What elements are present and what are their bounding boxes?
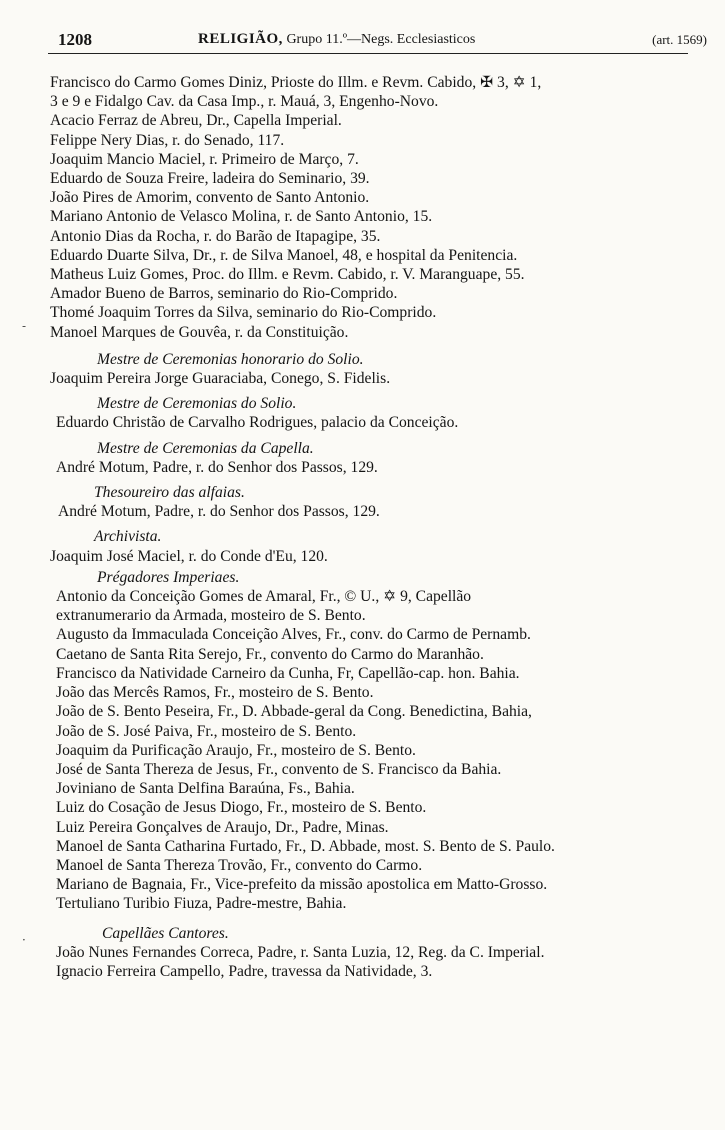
list-item: João das Mercês Ramos, Fr., mosteiro de S. Bento. bbox=[56, 684, 374, 702]
list-item: Mariano Antonio de Velasco Molina, r. de Santo Antonio, 15. bbox=[50, 208, 433, 226]
list-item: Joaquim Pereira Jorge Guaraciaba, Conego, S. Fidelis. bbox=[50, 370, 391, 388]
list-item: Eduardo Christão de Carvalho Rodrigues, palacio da Conceição. bbox=[56, 414, 459, 432]
section bbox=[50, 394, 698, 432]
section-heading: Mestre de Ceremonias do Solio. bbox=[97, 395, 297, 413]
section bbox=[50, 924, 698, 982]
list-item: Antonio Dias da Rocha, r. do Barão de Itapagipe, 35. bbox=[50, 227, 381, 245]
list-item: João de S. Bento Peseira, Fr., D. Abbade-geral da Cong. Benedictina, Bahia, bbox=[56, 703, 532, 721]
section-heading: Capellães Cantores. bbox=[102, 924, 229, 942]
running-title-rest: Grupo 11.º—Negs. Ecclesiasticos bbox=[286, 32, 476, 47]
running-title-bold: RELIGIÃO, bbox=[198, 31, 283, 47]
running-title bbox=[198, 31, 475, 48]
list-item: Eduardo Duarte Silva, Dr., r. de Silva Manoel, 48, e hospital da Penitencia. bbox=[50, 246, 518, 264]
list-item: Amador Bueno de Barros, seminario do Rio-Comprido. bbox=[50, 285, 398, 303]
list-item: Luiz Pereira Gonçalves de Araujo, Dr., Padre, Minas. bbox=[56, 818, 389, 836]
list-item: Felippe Nery Dias, r. do Senado, 117. bbox=[50, 131, 285, 149]
list-item: João Pires de Amorim, convento de Santo Antonio. bbox=[50, 189, 370, 207]
list-item: Joaquim Mancio Maciel, r. Primeiro de Março, 7. bbox=[50, 150, 359, 168]
list-item: Joaquim José Maciel, r. do Conde d'Eu, 120. bbox=[50, 547, 328, 565]
section bbox=[50, 568, 698, 914]
section-heading: Mestre de Ceremonias da Capella. bbox=[97, 439, 314, 457]
section bbox=[50, 350, 698, 388]
list-item: extranumerario da Armada, mosteiro de S. Bento. bbox=[56, 607, 366, 625]
list-item: Manoel Marques de Gouvêa, r. da Constituição. bbox=[50, 323, 349, 341]
list-item: Luiz do Cosação de Jesus Diogo, Fr., mosteiro de S. Bento. bbox=[56, 799, 427, 817]
header-rule bbox=[48, 53, 688, 54]
list-item: João de S. José Paiva, Fr., mosteiro de S. Bento. bbox=[56, 722, 357, 740]
document-body bbox=[50, 73, 698, 981]
page-number: 1208 bbox=[58, 30, 92, 49]
list-item: Manoel de Santa Catharina Furtado, Fr., D. Abbade, most. S. Bento de S. Paulo. bbox=[56, 837, 555, 855]
margin-mark: - bbox=[22, 319, 27, 333]
list-item: Matheus Luiz Gomes, Proc. do Illm. e Revm. Cabido, r. V. Maranguape, 55. bbox=[50, 266, 525, 284]
list-item: Augusto da Immaculada Conceição Alves, Fr., conv. do Carmo de Pernamb. bbox=[56, 626, 531, 644]
list-item: Manoel de Santa Thereza Trovão, Fr., convento do Carmo. bbox=[56, 856, 423, 874]
list-item: José de Santa Thereza de Jesus, Fr., convento de S. Francisco da Bahia. bbox=[56, 760, 502, 778]
section-heading: Thesoureiro das alfaias. bbox=[94, 484, 245, 502]
list-item: Francisco do Carmo Gomes Diniz, Prioste do Illm. e Revm. Cabido, ✠ 3, ✡ 1, bbox=[50, 74, 542, 91]
section bbox=[50, 527, 698, 565]
list-item: André Motum, Padre, r. do Senhor dos Passos, 129. bbox=[56, 458, 378, 476]
list-item: Tertuliano Turibio Fiuza, Padre-mestre, Bahia. bbox=[56, 895, 347, 913]
section-heading: Archivista. bbox=[94, 528, 162, 546]
list-item: Caetano de Santa Rita Serejo, Fr., convento do Carmo do Maranhão. bbox=[56, 645, 484, 663]
list-item: André Motum, Padre, r. do Senhor dos Passos, 129. bbox=[58, 503, 380, 521]
list-item: Joviniano de Santa Delfina Baraúna, Fs., Bahia. bbox=[56, 780, 355, 798]
list-item: Eduardo de Souza Freire, ladeira do Seminario, 39. bbox=[50, 170, 370, 188]
list-item: Joaquim da Purificação Araujo, Fr., mosteiro de S. Bento. bbox=[56, 741, 416, 759]
section bbox=[50, 483, 698, 521]
list-block bbox=[50, 73, 698, 342]
list-item: Ignacio Ferreira Campello, Padre, travessa da Natividade, 3. bbox=[56, 962, 433, 980]
section bbox=[50, 439, 698, 477]
list-item: Antonio da Conceição Gomes de Amaral, Fr., © U., ✡ 9, Capellão bbox=[56, 588, 472, 606]
list-item: Acacio Ferraz de Abreu, Dr., Capella Imperial. bbox=[50, 112, 342, 130]
section-heading: Prégadores Imperiaes. bbox=[97, 568, 240, 586]
list-item: Thomé Joaquim Torres da Silva, seminario do Rio-Comprido. bbox=[50, 304, 437, 322]
section-heading: Mestre de Ceremonias honorario do Solio. bbox=[97, 350, 364, 368]
margin-mark: · bbox=[22, 933, 26, 947]
list-item: João Nunes Fernandes Correca, Padre, r. Santa Luzia, 12, Reg. da C. Imperial. bbox=[56, 943, 545, 961]
list-item: 3 e 9 e Fidalgo Cav. da Casa Imp., r. Mauá, 3, Engenho-Novo. bbox=[50, 93, 439, 111]
list-item: Mariano de Bagnaia, Fr., Vice-prefeito da missão apostolica em Matto-Grosso. bbox=[56, 876, 548, 894]
article-reference: (art. 1569) bbox=[652, 32, 707, 47]
list-item: Francisco da Natividade Carneiro da Cunha, Fr, Capellão-cap. hon. Bahia. bbox=[56, 664, 520, 682]
